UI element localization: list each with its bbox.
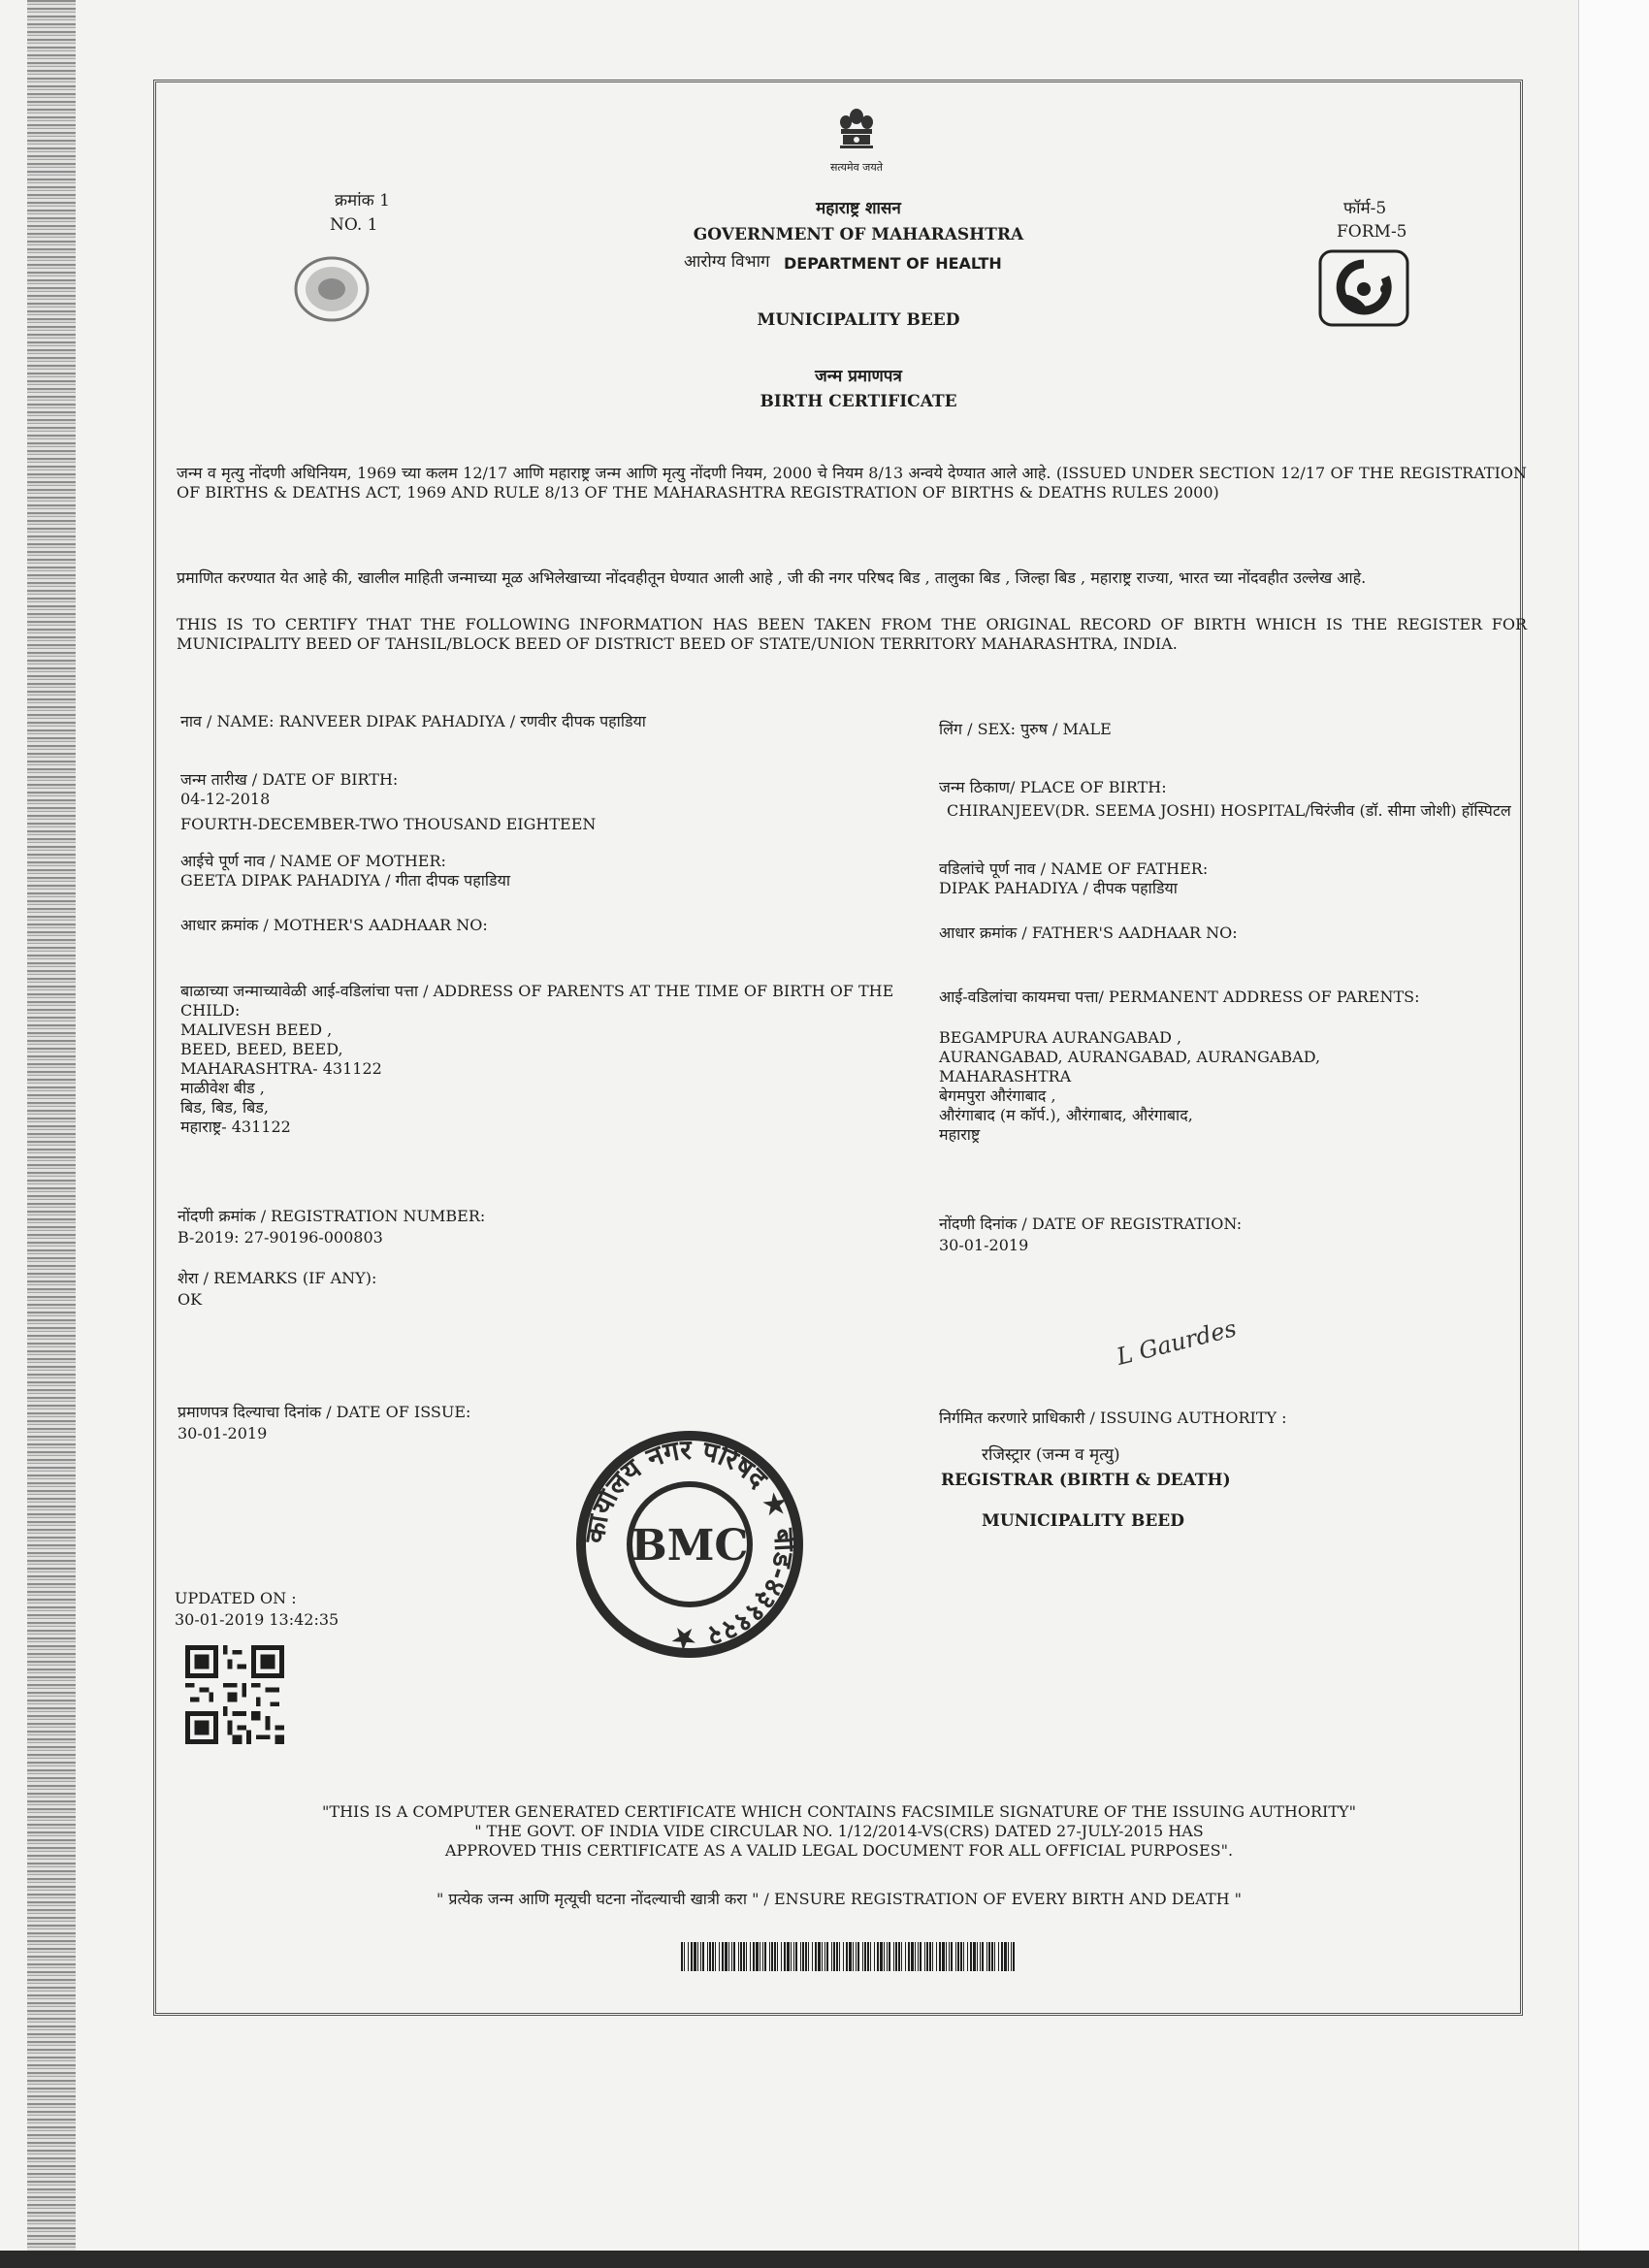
registration-number-value: B-2019: 27-90196-000803 (178, 1228, 383, 1247)
certify-english: THIS IS TO CERTIFY THAT THE FOLLOWING INFORMATION HAS BEEN TAKEN FROM THE ORIGINAL RECORD OF BIRTH WHICH IS THE REGISTER FOR MUNICIPALITY BEED OF TAHSIL/BLOCK BEED OF DISTRICT BEED OF STATE/UNION TERRITORY MAHARASHTRA, INDIA. (177, 615, 1527, 653)
scan-bottom-edge (0, 2251, 1649, 2268)
father-value: DIPAK PAHADIYA / दीपक पहाडिया (939, 879, 1178, 897)
permanent-address-label: आई-वडिलांचा कायमचा पत्ता/ PERMANENT ADDRESS OF PARENTS: (939, 988, 1420, 1006)
dob-value: 04-12-2018 (180, 790, 271, 808)
stamp-ring-text: कार्यालय नगर परिषद ★ बीड-४३११२२ ★ (578, 1433, 801, 1656)
form-marathi: फॉर्म-5 (1343, 199, 1387, 218)
mother-label: आईचे पूर्ण नाव / NAME OF MOTHER: (180, 852, 446, 870)
sex-field: लिंग / SEX: पुरुष / MALE (939, 720, 1112, 738)
registration-date-value: 30-01-2019 (939, 1236, 1029, 1254)
birth-address-value: MALIVESH BEED , BEED, BEED, BEED, MAHARASHTRA- 431122 माळीवेश बीड , बिड, बिड, बिड, महाराष्ट्र- 431122 (180, 1021, 382, 1136)
qr-code-icon (184, 1645, 285, 1744)
certificate-title-marathi: जन्म प्रमाणपत्र (815, 367, 902, 386)
barcode-icon (681, 1942, 1017, 1971)
authority-signature: L Gaurdes (1114, 1314, 1240, 1371)
govt-english: GOVERNMENT OF MAHARASHTRA (693, 225, 1024, 244)
certificate-title-english: BIRTH CERTIFICATE (760, 392, 957, 411)
permanent-address-value: BEGAMPURA AURANGABAD , AURANGABAD, AURANGABAD, AURANGABAD, MAHARASHTRA बेगमपुरा औरंगाबाद , औरंगाबाद (म कॉर्प.), औरंगाबाद, औरंगाबाद, महाराष्ट्र (939, 1028, 1321, 1144)
issued-under-text: जन्म व मृत्यु नोंदणी अधिनियम, 1969 च्या कलम 12/17 आणि महाराष्ट्र जन्म आणि मृत्यु नोंदणी नियम, 2000 चे नियम 8/13 अन्वये देण्यात आले आहे. (ISSUED UNDER SECTION 12/17 OF THE REGISTRATION OF BIRTHS & DEATHS ACT, 1969 AND RULE 8/13 OF THE MAHARASHTRA REGISTRATION OF BIRTHS & DEATHS RULES 2000) (177, 464, 1527, 502)
father-label: वडिलांचे पूर्ण नाव / NAME OF FATHER: (939, 859, 1209, 878)
remarks-label: शेरा / REMARKS (IF ANY): (178, 1269, 377, 1287)
pob-label: जन्म ठिकाण/ PLACE OF BIRTH: (939, 778, 1167, 796)
birth-address-label: बाळाच्या जन्माच्यावेळी आई-वडिलांचा पत्ता / ADDRESS OF PARENTS AT THE TIME OF BIRTH OF THE CHILD: (180, 982, 894, 1020)
seal-icon (293, 254, 371, 324)
municipality-title: MUNICIPALITY BEED (757, 310, 960, 330)
issue-date-label: प्रमाणपत्र दिल्याचा दिनांक / DATE OF ISSUE: (178, 1403, 471, 1421)
stamp-center-text: BMC (630, 1521, 749, 1571)
dob-label: जन्म तारीख / DATE OF BIRTH: (180, 770, 399, 789)
pob-value: CHIRANJEEV(DR. SEEMA JOSHI) HOSPITAL/चिरंजीव (डॉ. सीमा जोशी) हॉस्पिटल (947, 801, 1511, 820)
health-logo-icon (1317, 248, 1410, 328)
authority-municipality: MUNICIPALITY BEED (982, 1511, 1184, 1531)
bmc-stamp (570, 1428, 809, 1661)
registration-date-label: नोंदणी दिनांक / DATE OF REGISTRATION: (939, 1215, 1243, 1233)
mother-value: GEETA DIPAK PAHADIYA / गीता दीपक पहाडिया (180, 871, 511, 890)
form-english: FORM-5 (1337, 222, 1407, 242)
number-english: NO. 1 (330, 215, 378, 235)
registration-number-label: नोंदणी क्रमांक / REGISTRATION NUMBER: (178, 1207, 486, 1225)
remarks-value: OK (178, 1290, 203, 1309)
number-marathi: क्रमांक 1 (335, 191, 390, 211)
dob-words: FOURTH-DECEMBER-TWO THOUSAND EIGHTEEN (180, 815, 597, 833)
scan-edge-strip (27, 0, 76, 2268)
page-right-margin (1578, 0, 1649, 2268)
dept-marathi: आरोग्य विभाग (684, 252, 770, 272)
dept-english: DEPARTMENT OF HEALTH (784, 254, 1002, 273)
govt-marathi: महाराष्ट्र शासन (816, 199, 901, 218)
ashoka-emblem-icon (832, 105, 881, 165)
registration-slogan: " प्रत्येक जन्म आणि मृत्यूची घटना नोंदल्याची खात्री करा " / ENSURE REGISTRATION OF EVERY BIRTH AND DEATH " (436, 1890, 1243, 1908)
updated-value: 30-01-2019 13:42:35 (175, 1610, 340, 1629)
computer-generated-notice: "THIS IS A COMPUTER GENERATED CERTIFICATE WHICH CONTAINS FACSIMILE SIGNATURE OF THE ISSUING AUTHORITY" " THE GOVT. OF INDIA VIDE CIRCULAR NO. 1/12/2014-VS(CRS) DATED 27-JULY-2015 HAS APPROVED THIS CERTIFICATE AS A VALID LEGAL DOCUMENT FOR ALL OFFICIAL PURPOSES". (322, 1802, 1356, 1860)
emblem-caption: सत्यमेव जयते (829, 161, 883, 174)
certify-marathi: प्रमाणित करण्यात येत आहे की, खालील माहिती जन्माच्या मूळ अभिलेखाच्या नोंदवहीतून घेण्यात आली आहे , जी की नगर परिषद बिड , तालुका बिड , जिल्हा बिड , महाराष्ट्र राज्या, भारत च्या नोंदवहीत उल्लेख आहे. (177, 568, 1367, 587)
father-aadhaar-label: आधार क्रमांक / FATHER'S AADHAAR NO: (939, 923, 1238, 942)
issue-date-value: 30-01-2019 (178, 1424, 268, 1442)
registrar-english: REGISTRAR (BIRTH & DEATH) (941, 1471, 1231, 1490)
name-field: नाव / NAME: RANVEER DIPAK PAHADIYA / रणवीर दीपक पहाडिया (180, 712, 646, 730)
issuing-authority-label: निर्गमित करणारे प्राधिकारी / ISSUING AUTHORITY : (939, 1409, 1287, 1427)
updated-label: UPDATED ON : (175, 1589, 297, 1607)
registrar-marathi: रजिस्ट्रार (जन्म व मृत्यु) (982, 1445, 1120, 1465)
mother-aadhaar-label: आधार क्रमांक / MOTHER'S AADHAAR NO: (180, 916, 488, 934)
